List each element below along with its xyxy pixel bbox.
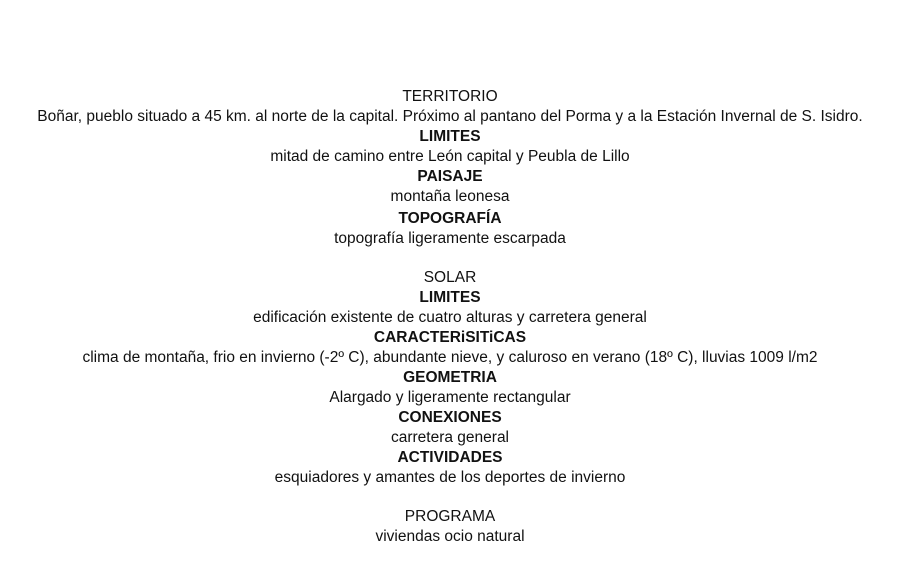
solar-geometria-text: Alargado y ligeramente rectangular <box>329 389 571 406</box>
document-body <box>0 87 900 547</box>
solar-caracteristicas-heading: CARACTERiSITiCAS <box>373 329 527 346</box>
section-spacer <box>0 249 900 268</box>
territorio-limites-text: mitad de camino entre León capital y Peubla de Lillo <box>270 148 630 165</box>
territorio-limites-heading: LIMITES <box>419 128 481 145</box>
solar-actividades-heading: ACTIVIDADES <box>397 449 503 466</box>
territorio-title: TERRITORIO <box>402 88 498 105</box>
programa-title: PROGRAMA <box>404 508 496 525</box>
solar-limites-heading: LIMITES <box>419 289 481 306</box>
solar-caracteristicas-text: clima de montaña, frio en invierno (-2º C), abundante nieve, y caluroso en verano (18º C), lluvias 1009 l/m2 <box>82 349 818 366</box>
solar-conexiones-heading: CONEXIONES <box>398 409 502 426</box>
territorio-paisaje-text: montaña leonesa <box>390 188 510 205</box>
territorio-paisaje-heading: PAISAJE <box>417 168 483 185</box>
programa-text: viviendas ocio natural <box>375 528 525 545</box>
section-spacer <box>0 488 900 507</box>
territorio-topografia-heading: TOPOGRAFÍA <box>398 210 502 227</box>
territorio-intro: Boñar, pueblo situado a 45 km. al norte de la capital. Próximo al pantano del Porma y a la Estación Invernal de S. Isidro. <box>37 108 863 125</box>
territorio-topografia-text: topografía ligeramente escarpada <box>334 230 566 247</box>
solar-geometria-heading: GEOMETRIA <box>403 369 497 386</box>
solar-actividades-text: esquiadores y amantes de los deportes de invierno <box>274 469 626 486</box>
solar-conexiones-text: carretera general <box>390 429 510 446</box>
solar-title: SOLAR <box>423 269 477 286</box>
solar-limites-text: edificación existente de cuatro alturas y carretera general <box>253 309 647 326</box>
